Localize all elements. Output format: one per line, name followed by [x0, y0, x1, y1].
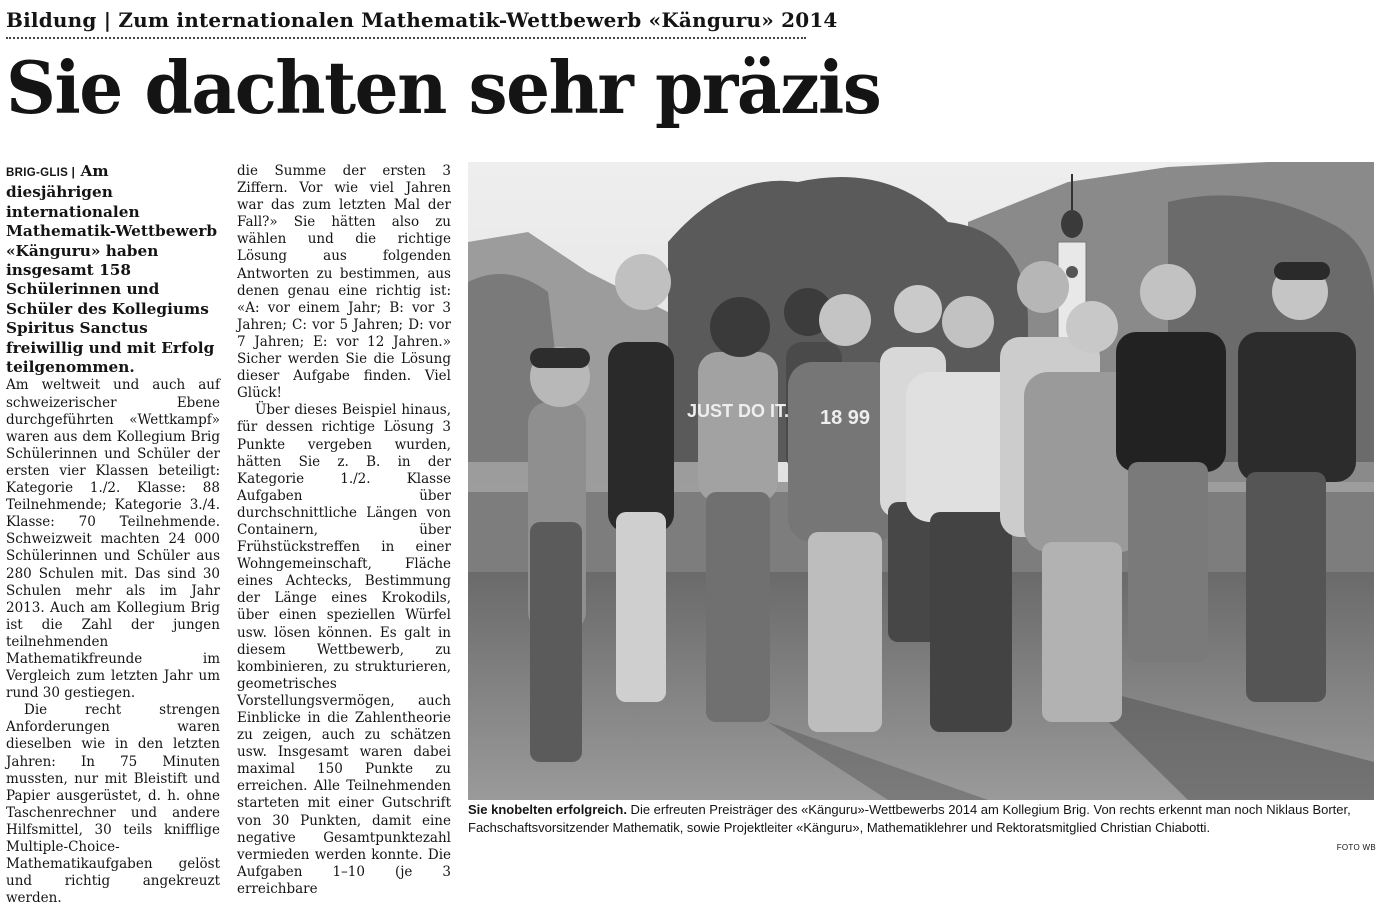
- group-photo: [468, 162, 1374, 800]
- article-lead: [6, 162, 220, 377]
- section-kicker: Bildung | Zum internationalen Mathematik-Wettbewerb «Känguru» 2014: [6, 8, 838, 32]
- paragraph-1: Am weltweit und auch auf schweizerischer Ebene durchgeführten «Wettkampf» waren aus dem Kollegium Brig Schülerinnen und Schüler der ersten vier Klassen beteiligt: Kategorie 1./2. Klasse: 88 Teilnehmende; Kategorie 3./4. Klasse: 70 Teilnehmende. Schweizweit machten 24 000 Schülerinnen und Schüler aus 280 Schulen mit. Das sind 30 Schulen mehr als im Jahr 2013. Auch am Kollegium Brig ist die Zahl der jungen teilnehmenden Mathematikfreunde im Vergleich zum letzten Jahr um rund 30 gestiegen.: [6, 377, 220, 702]
- lead-text: Am diesjährigen internationalen Mathematik-Wettbewerb «Känguru» haben insgesamt 158 Schülerinnen und Schüler des Kollegiums Spiritus Sanctus freiwillig und mit Erfolg teilgenommen.: [6, 162, 218, 377]
- dateline: BRIG-GLIS |: [6, 167, 76, 179]
- article-column-1: [6, 162, 220, 907]
- article-column-2: [237, 163, 451, 898]
- caption-text: Die erfreuten Preisträger des «Känguru»-Wettbewerbs 2014 am Kollegium Brig. Von rechts erkennt man noch Niklaus Borter, Fachschaftsvorsitzender Mathematik, sowie Projektleiter «Känguru», Mathematiklehrer und Rektoratsmitglied Christian Chiabotti.: [468, 802, 1351, 835]
- kicker-divider: [6, 37, 806, 39]
- paragraph-3: die Summe der ersten 3 Ziffern. Vor wie viel Jahren war das zum letzten Mal der Fall?» Sie hätten also zu wählen und die richtige Lösung aus folgenden Antworten zu bestimmen, aus denen genau eine richtig ist: «A: vor einem Jahr; B: vor 3 Jahren; C: vor 5 Jahren; D: vor 7 Jahren; E: vor 12 Jahren.» Sicher werden Sie die Lösung dieser Aufgabe finden. Viel Glück!: [237, 163, 451, 402]
- caption-title: Sie knobelten erfolgreich.: [468, 802, 627, 817]
- photo-caption: [468, 801, 1368, 837]
- shirt-print-1: JUST DO IT.: [686, 401, 790, 421]
- paragraph-2: Die recht strengen Anforderungen waren dieselben wie in den letzten Jahren: In 75 Minuten mussten, nur mit Bleistift und Papier ausgerüstet, d. h. ohne Taschenrechner und andere Hilfsmittel, 30 teils knifflige Multiple-Choice-Mathematikaufgaben gelöst und richtig angekreuzt werden.: [6, 702, 220, 907]
- shirt-print-2: 18 99: [819, 407, 871, 429]
- article-headline: Sie dachten sehr präzis: [6, 45, 881, 130]
- photo-credit: FOTO WB: [1336, 843, 1376, 852]
- paragraph-4: Über dieses Beispiel hinaus, für dessen richtige Lösung 3 Punkte vergeben wurden, hätten Sie z. B. in der Kategorie 1./2. Klasse Aufgaben über durchschnittliche Längen von Containern, über Frühstückstreffen in einer Wohngemeinschaft, Fläche eines Achtecks, Bestimmung der Länge eines Krokodils, über einen speziellen Würfel usw. lösen können. Es galt in diesem Wettbewerb, zu kombinieren, zu strukturieren, geometrisches Vorstellungsvermögen, auch Einblicke in die Zahlentheorie zu zeigen, auch zu schätzen usw. Insgesamt waren dabei maximal 150 Punkte zu erreichen. Alle Teilnehmenden starteten mit einer Gutschrift von 30 Punkten, damit eine negative Gesamtpunktezahl vermieden werden konnte. Die Aufgaben 1–10 (je 3 erreichbare: [237, 402, 451, 897]
